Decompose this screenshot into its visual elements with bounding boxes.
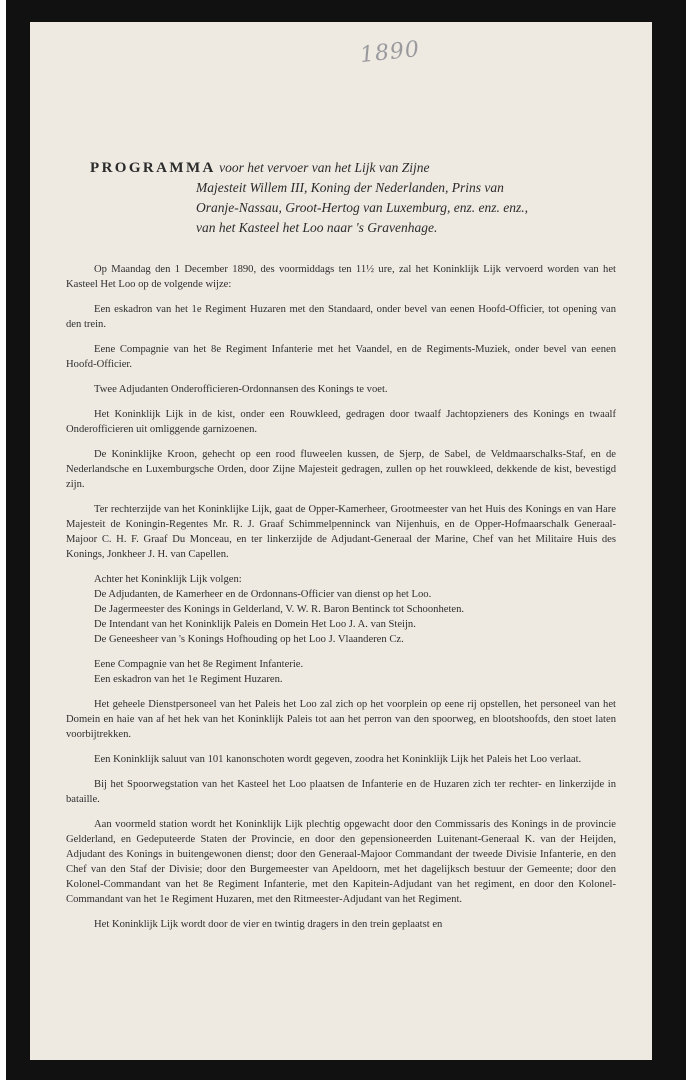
list-item: De Adjudanten, de Kamerheer en de Ordonnans-Officier van dienst op het Loo. xyxy=(94,589,432,600)
document-heading xyxy=(90,158,610,238)
paragraph-train: Het Koninklijk Lijk wordt door de vier en twintig dragers in den trein geplaatst en xyxy=(94,919,443,930)
list-item: Achter het Koninklijk Lijk volgen: xyxy=(94,574,242,585)
troops-list xyxy=(66,657,616,687)
heading-line-2: Majesteit Willem III, Koning der Nederlanden, Prins van xyxy=(196,180,504,195)
paragraph-infantry: Eene Compagnie van het 8e Regiment Infanterie met het Vaandel, en de Regiments-Muziek, onder bevel van eenen Hoofd-Officier. xyxy=(66,344,616,370)
mourning-border xyxy=(6,0,686,1080)
heading-title-word: PROGRAMMA xyxy=(90,160,216,176)
paragraph-escort: Ter rechterzijde van het Koninklijke Lijk, gaat de Opper-Kamerheer, Grootmeester van het Huis des Konings en van Hare Majesteit de Koningin-Regentes Mr. R. J. Graaf Schimmelpenninck van Nijenhuis, en de Opper-Hofmaarschalk Generaal-Majoor C. H. F. Graaf Du Monceau, en ter linkerzijde de Adjudant-Generaal der Marine, Chef van het Militaire Huis des Konings, Jonkheer J. H. van Capellen. xyxy=(66,504,616,560)
paragraph-salute: Een Koninklijk saluut van 101 kanonschoten wordt gegeven, zoodra het Koninklijk Lijk het Paleis het Loo verlaat. xyxy=(94,754,582,765)
paragraph-adjutants: Twee Adjudanten Onderofficieren-Ordonnansen des Konings te voet. xyxy=(94,384,388,395)
list-item: De Intendant van het Koninklijk Paleis en Domein Het Loo J. A. van Steijn. xyxy=(94,619,416,630)
list-item: De Geneesheer van 's Konings Hofhouding op het Loo J. Vlaanderen Cz. xyxy=(94,634,404,645)
paragraph-opening: Op Maandag den 1 December 1890, des voormiddags ten 11½ ure, zal het Koninklijk Lijk vervoerd worden van het Kasteel Het Loo op de volgende wijze: xyxy=(66,264,616,290)
list-item: Eene Compagnie van het 8e Regiment Infanterie. xyxy=(94,659,304,670)
paragraph-crown: De Koninklijke Kroon, gehecht op een rood fluweelen kussen, de Sjerp, de Sabel, de Veldmaarschalks-Staf, en de Nederlandsche en Luxemburgsche Orden, door Zijne Majesteit gedragen, zullen op het rouwkleed, dekkende de kist, bevestigd zijn. xyxy=(66,449,616,490)
pencil-annotation: 1890 xyxy=(358,36,422,69)
document-page xyxy=(30,22,652,1060)
document-body xyxy=(66,262,616,942)
heading-line-3: Oranje-Nassau, Groot-Hertog van Luxemburg, enz. enz. enz., xyxy=(196,200,528,215)
list-item: Een eskadron van het 1e Regiment Huzaren. xyxy=(94,674,283,685)
list-item: De Jagermeester des Konings in Gelderland, V. W. R. Baron Bentinck tot Schoonheten. xyxy=(94,604,465,615)
paragraph-staff: Het geheele Dienstpersoneel van het Paleis het Loo zal zich op het voorplein op eene rij opstellen, het personeel van het Domein en haie van af het hek van het Koninklijk Paleis tot aan het perron van den spoorweg, en blootshoofds, den stoet laten voorbijtrekken. xyxy=(66,699,616,740)
heading-line-4: van het Kasteel het Loo naar 's Gravenhage. xyxy=(196,220,438,235)
paragraph-hussars: Een eskadron van het 1e Regiment Huzaren met den Standaard, onder bevel van eenen Hoofd-Officier, tot opening van den trein. xyxy=(66,304,616,330)
heading-line-1: voor het vervoer van het Lijk van Zijne xyxy=(219,160,430,175)
paragraph-station: Bij het Spoorwegstation van het Kasteel het Loo plaatsen de Infanterie en de Huzaren zich ter rechter- en linkerzijde in bataille. xyxy=(66,779,616,805)
paragraph-coffin: Het Koninklijk Lijk in de kist, onder een Rouwkleed, gedragen door twaalf Jachtopzieners des Konings en twaalf Onderofficieren uit omliggende garnizoenen. xyxy=(66,409,616,435)
paragraph-reception: Aan voormeld station wordt het Koninklijk Lijk plechtig opgewacht door den Commissaris des Konings in de provincie Gelderland, en Gedeputeerde Staten der Provincie, en door den gepensioneerden Luitenant-Generaal K. van der Heijden, Adjudant des Konings in buitengewonen dienst; door den Generaal-Majoor Commandant der tweede Divisie Infanterie, en den Chef van den Staf der Divisie; door den Burgemeester van Apeldoorn, met het dagelijksch bestuur der Gemeente; door den Kolonel-Commandant van het 8e Regiment Infanterie, met den Kapitein-Adjudant van het regiment, en door den Kolonel-Commandant van het 1e Regiment Huzaren, met den Ritmeester-Adjudant van het Regiment. xyxy=(66,819,616,905)
follow-list xyxy=(66,572,616,647)
